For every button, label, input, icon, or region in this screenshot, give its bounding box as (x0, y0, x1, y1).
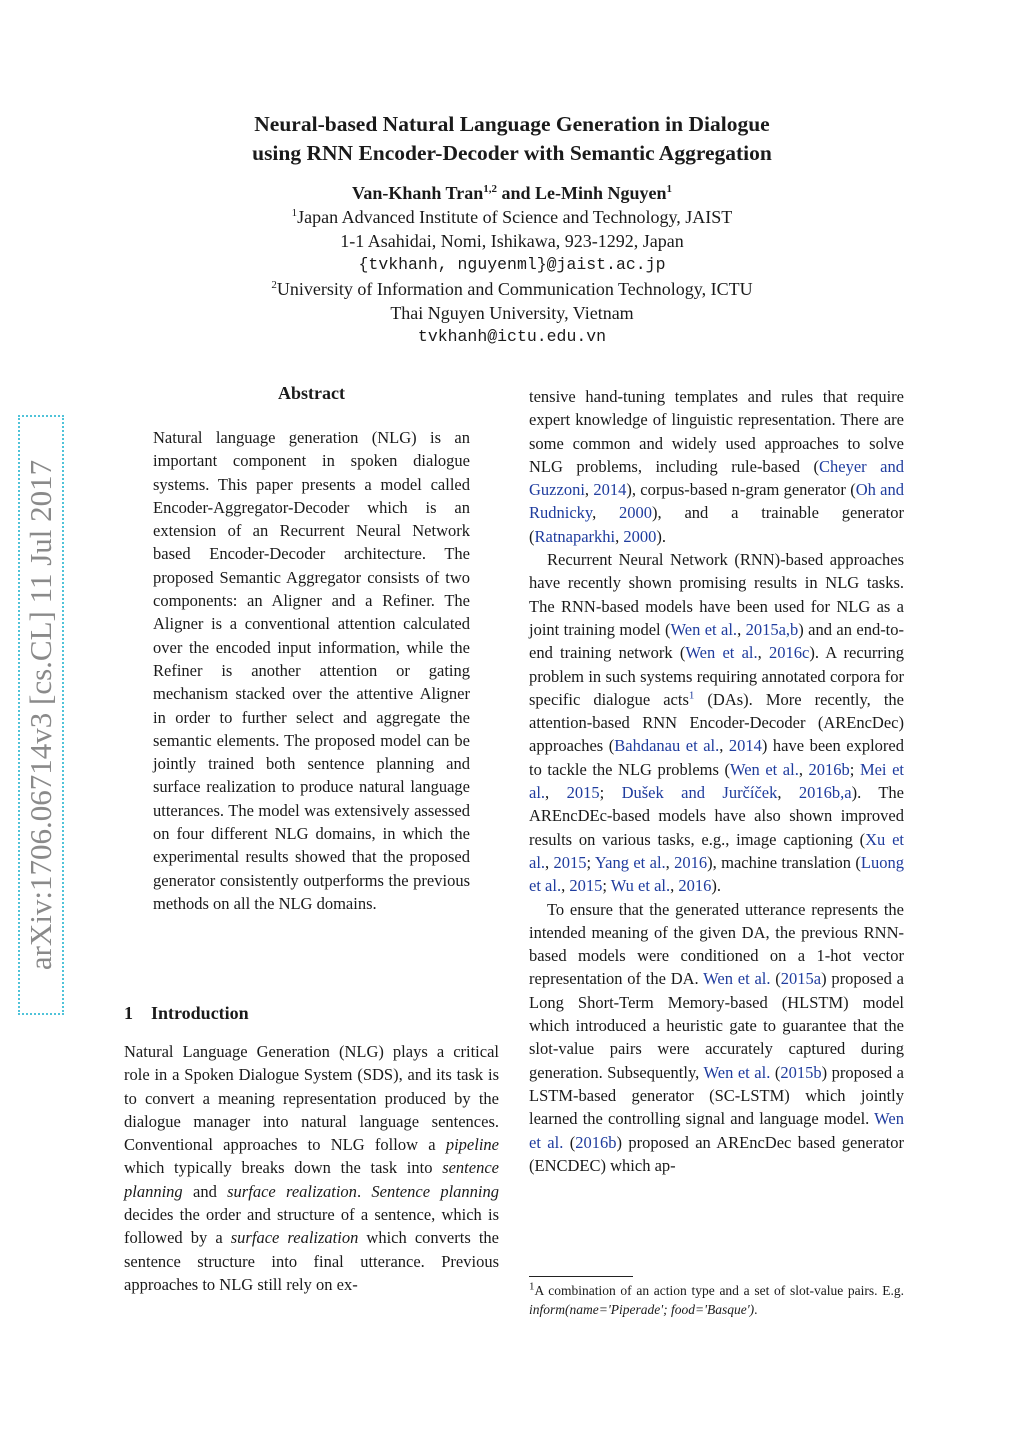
citation-link[interactable]: 2016b (808, 759, 850, 779)
citation-link[interactable]: 2015a,b (745, 619, 799, 639)
abstract-text: Natural language generation (NLG) is an important component in spoken dialogue systems. This paper presents a model called Encoder-Aggregator-Decoder which is an extension of an Recurrent Neural Network based Encoder-Decoder architecture. The proposed Semantic Aggregator consists of two components: an Aligner and a Refiner. The Aligner is a conventional attention calculated over the encoded input information, while the Refiner is another attention or gating mechanism stacked over the attentive Aligner in order to further select and aggregate the semantic elements. The proposed model can be jointly trained both sentence planning and surface realization to produce natural language utterances. The model was extensively assessed on four different NLG domains, in which the experimental results showed that the proposed generator consistently outperforms the previous methods on all the NLG domains. (153, 428, 470, 913)
citation-link[interactable]: 2000 (619, 503, 653, 523)
intro-text: Natural Language Generation (NLG) plays a critical role in a Spoken Dialogue System (SDS), and its task is to convert a meaning representation produced by the dialogue manager into natural language sentences. Conventional approaches to NLG follow a pipeline which typically breaks down the task into sentence planning and surface realization. Sentence planning decides the order and structure of a sentence, which is followed by a surface realization which converts the sentence structure into final utterance. Previous approaches to NLG still rely on ex- (124, 1042, 500, 1294)
affiliation-2-address: Thai Nguyen University, Vietnam (390, 303, 634, 323)
affiliation-2-email[interactable]: tvkhanh@ictu.edu.vn (417, 327, 607, 346)
citation-link[interactable]: 2016 (678, 876, 712, 896)
citation-link[interactable]: Mei et al. (529, 759, 904, 803)
citation-link[interactable]: 2015 (569, 876, 603, 896)
author-2-affil: 1 (666, 183, 673, 195)
citation-link[interactable]: Wen et al. (670, 619, 738, 639)
citation-link[interactable]: Luong et al. (529, 852, 905, 896)
footnote: $^1$A combination of an action type and a set of slot-value pairs. E.g. inform(name='Piperade'; food='Basque'). (529, 1280, 904, 1317)
citation-link[interactable]: Wen et al. (703, 1062, 771, 1082)
section-number: 1 (124, 1003, 133, 1023)
citation-link[interactable]: 2015 (553, 852, 587, 872)
arxiv-stamp[interactable]: arXiv:1706.06714v3 [cs.CL] 11 Jul 2017 (18, 415, 64, 1015)
citation-link[interactable]: Oh and Rudnicky (529, 480, 905, 523)
citation-link[interactable]: 2015 (566, 783, 600, 803)
author-1: Van-Khanh Tran (351, 183, 484, 203)
right-paragraph-1: tensive hand-tuning templates and rules that require expert knowledge of linguistic representation. There are some common and widely used approaches to solve NLG problems, including rule-based (Cheyer and Guzzoni, 2014), corpus-based n-gram generator (Oh and Rudnicky, 2000), and a trainable generator (Ratnaparkhi, 2000). (529, 387, 905, 546)
affiliation-1-name: Japan Advanced Institute of Science and Technology, JAIST (297, 207, 733, 227)
author-2: Le-Minh Nguyen (535, 183, 667, 203)
citation-link[interactable]: Yang et al. (594, 852, 666, 872)
right-paragraph-2: Recurrent Neural Network (RNN)-based approaches have recently shown promising results in NLG tasks. The RNN-based models have been used for NLG as a joint training model (Wen et al., 2015a,b) and an end-to-end training network (Wen et al., 2016c). A recurring problem in such systems requiring annotated corpora for specific dialogue acts$^1$ (DAs). More recently, the attention-based RNN Encoder-Decoder (AREncDec) approaches (Bahdanau et al., 2014) have been explored to tackle the NLG problems (Wen et al., 2016b; Mei et al., 2015; Dušek and Jurčíček, 2016b,a). The AREncDEc-based models have also shown improved results on various tasks, e.g., image captioning (Xu et al., 2015; Yang et al., 2016), machine translation (Luong et al., 2015; Wu et al., 2016). (529, 550, 905, 896)
citation-link[interactable]: 2016 (674, 852, 708, 872)
paper-title (0, 110, 1024, 168)
affiliation-1-email[interactable]: {tvkhanh, nguyenml}@jaist.ac.jp (358, 255, 666, 274)
affiliation-1-address: 1-1 Asahidai, Nomi, Ishikawa, 923-1292, Japan (340, 231, 684, 251)
citation-link[interactable]: 2016b,a (798, 783, 852, 803)
right-paragraph-3: To ensure that the generated utterance represents the intended meaning of the given DA, the previous RNN-based models were conditioned on a 1-hot vector representation of the DA. Wen et al. (2015a) proposed a Long Short-Term Memory-based (HLSTM) model which introduced a heuristic gate to guarantee that the slot-value pairs were accurately captured during generation. Subsequently, Wen et al. (2015b) proposed a LSTM-based generator (SC-LSTM) which jointly learned the controlling signal and language model. Wen et al. (2016b) proposed an AREncDec based generator (ENCDEC) which ap- (529, 899, 904, 1175)
author-block (0, 181, 1024, 349)
affiliation-2-name: University of Information and Communication Technology, ICTU (276, 279, 753, 299)
footnote-text: A combination of an action type and a set of slot-value pairs. E.g. (534, 1283, 904, 1298)
term-sentence-planning-2: Sentence planning (371, 1181, 500, 1201)
author-and: and (501, 183, 531, 203)
author-names (0, 181, 1024, 205)
citation-link[interactable]: 2016b (575, 1132, 617, 1152)
term-sentence-planning: sentence planning (124, 1158, 499, 1201)
citation-link[interactable]: 2015b (780, 1062, 822, 1082)
citation-link[interactable]: Wen et al. (685, 643, 758, 663)
affiliation-2 (0, 277, 1024, 301)
term-surface-realization-2: surface realization (230, 1228, 359, 1248)
citation-link[interactable]: Wen et al. (529, 1109, 904, 1152)
citation-link[interactable]: Dušek and Jurčíček (621, 783, 778, 803)
affiliation-1 (0, 205, 1024, 229)
footnote-ref[interactable]: 1 (688, 689, 695, 702)
citation-link[interactable]: 2000 (623, 526, 657, 546)
citation-link[interactable]: Wu et al. (610, 876, 671, 896)
affiliation-2-mark: 2 (271, 279, 277, 291)
abstract-body (153, 426, 470, 915)
citation-link[interactable]: Ratnaparkhi (534, 526, 616, 546)
citation-link[interactable]: 2016c (769, 643, 810, 663)
footnote-mark: 1 (529, 1280, 535, 1293)
citation-link[interactable]: Cheyer and Guzzoni (529, 456, 904, 500)
section-title: Introduction (151, 1003, 249, 1023)
right-column (529, 385, 904, 1177)
introduction-paragraph (124, 1040, 499, 1296)
section-heading-introduction (124, 1003, 249, 1024)
citation-link[interactable]: 2014 (593, 480, 627, 500)
citation-link[interactable]: 2015a (780, 969, 822, 989)
title-line-2: using RNN Encoder-Decoder with Semantic Aggregation (252, 141, 772, 165)
footnote-rule (529, 1276, 633, 1277)
affiliation-1-mark: 1 (291, 207, 298, 219)
citation-link[interactable]: 2014 (728, 736, 762, 756)
author-1-affil: 1,2 (483, 183, 497, 195)
title-line-1: Neural-based Natural Language Generation in Dialogue (254, 112, 770, 136)
citation-link[interactable]: Bahdanau et al. (614, 736, 720, 756)
citation-link[interactable]: Xu et al. (529, 829, 904, 872)
term-surface-realization: surface realization (227, 1181, 357, 1201)
abstract-heading: Abstract (278, 383, 345, 403)
citation-link[interactable]: Wen et al. (703, 969, 771, 989)
term-pipeline: pipeline (445, 1135, 499, 1155)
footnote-example: inform(name='Piperade'; food='Basque') (529, 1302, 755, 1317)
citation-link[interactable]: Wen et al. (729, 759, 799, 779)
